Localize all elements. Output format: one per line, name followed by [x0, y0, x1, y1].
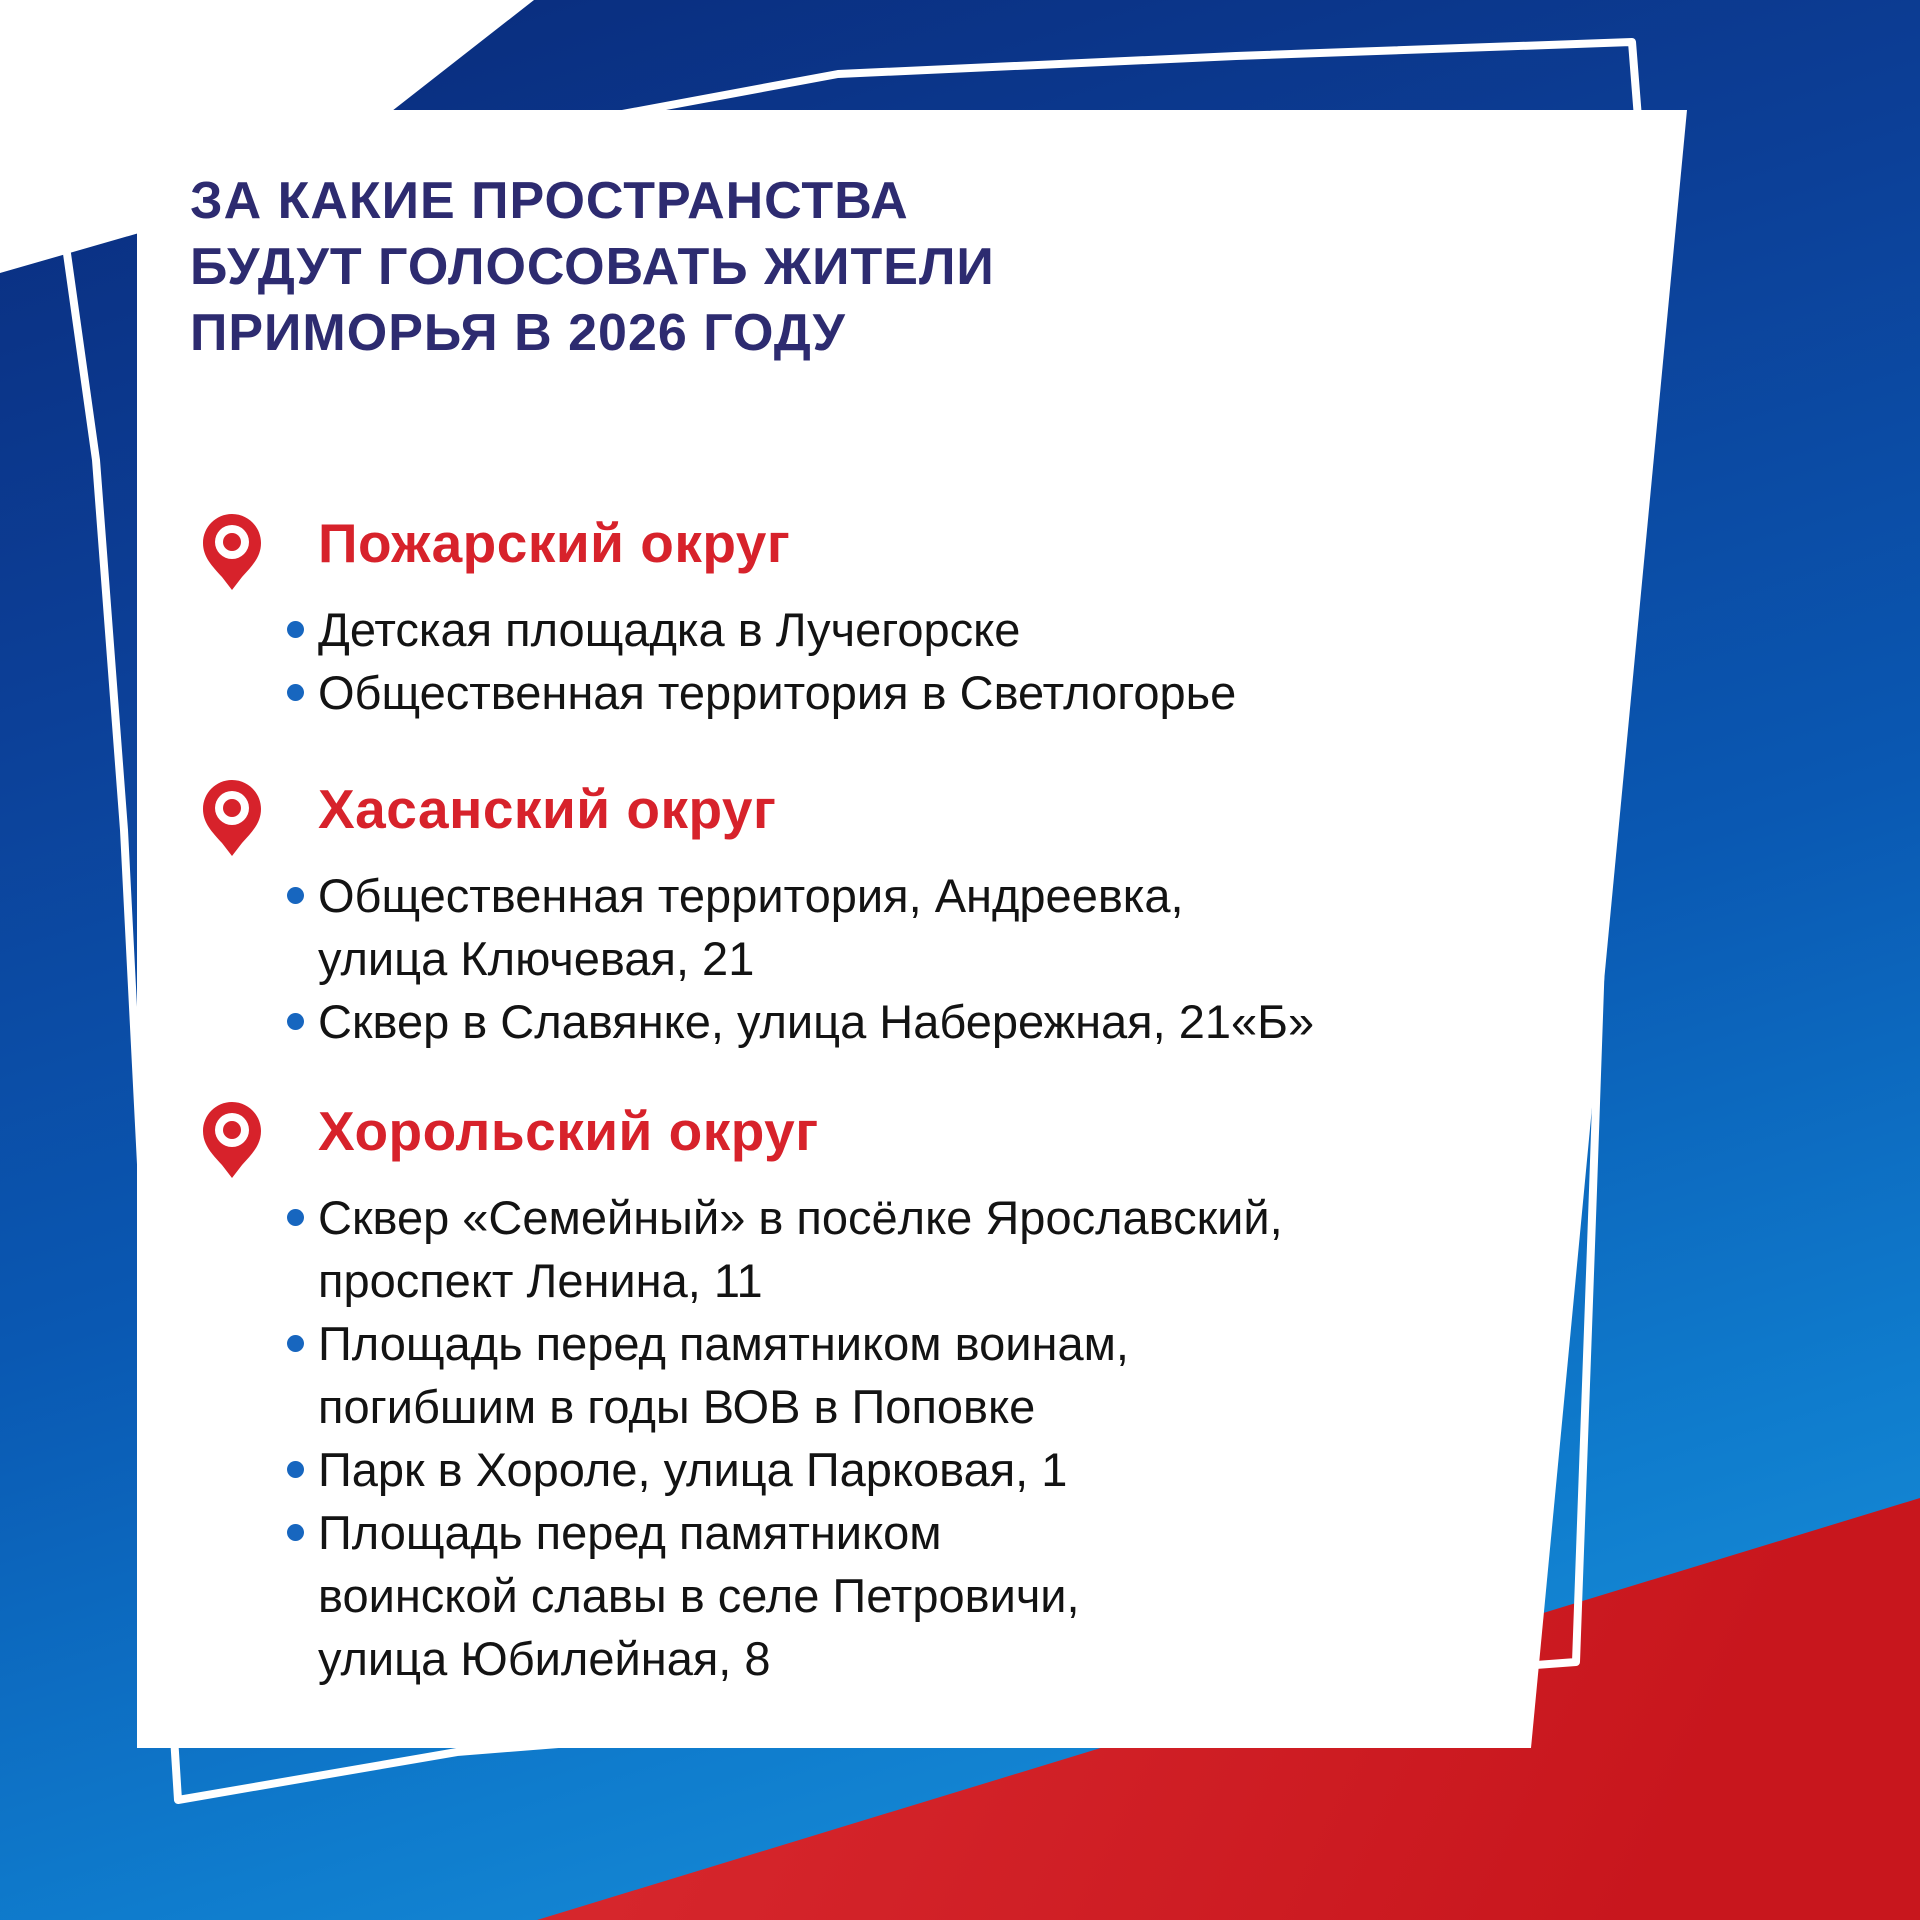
list-item	[318, 598, 1236, 661]
item-line: Площадь перед памятником воинам,	[318, 1317, 1129, 1370]
list-item	[318, 1186, 1283, 1312]
item-line: Детская площадка в Лучегорске	[318, 603, 1021, 656]
section-khasansky	[203, 778, 1314, 1053]
location-pin-icon	[203, 514, 261, 592]
item-line: улица Ключевая, 21	[318, 932, 755, 985]
list-item	[318, 864, 1314, 990]
item-line: проспект Ленина, 11	[318, 1254, 763, 1307]
location-pin-icon	[203, 780, 261, 858]
title-line: ЗА КАКИЕ ПРОСТРАНСТВА	[190, 172, 909, 230]
section-items	[318, 864, 1314, 1053]
section-items	[318, 598, 1236, 724]
list-item	[318, 1501, 1283, 1690]
pin-column	[203, 1100, 318, 1185]
item-line: воинской славы в селе Петровичи,	[318, 1569, 1080, 1622]
pin-column	[203, 778, 318, 863]
item-line: улица Юбилейная, 8	[318, 1632, 771, 1685]
item-line: Общественная территория в Светлогорье	[318, 666, 1237, 719]
section-pozharsky	[203, 512, 1236, 724]
section-items	[318, 1186, 1283, 1690]
section-heading: Хасанский округ	[318, 778, 777, 840]
section-khorolsky	[203, 1100, 1283, 1690]
list-item	[318, 1438, 1283, 1501]
item-line: Площадь перед памятником	[318, 1506, 942, 1559]
bullet-dot-icon	[287, 1209, 304, 1226]
bullet-dot-icon	[287, 1013, 304, 1030]
list-item	[318, 661, 1236, 724]
title-line: БУДУТ ГОЛОСОВАТЬ ЖИТЕЛИ	[190, 238, 995, 296]
bullet-dot-icon	[287, 1335, 304, 1352]
item-line: Парк в Хороле, улица Парковая, 1	[318, 1443, 1068, 1496]
section-heading: Пожарский округ	[318, 512, 791, 574]
item-line: погибшим в годы ВОВ в Поповке	[318, 1380, 1036, 1433]
bullet-dot-icon	[287, 1524, 304, 1541]
page-title	[190, 168, 1480, 366]
location-pin-icon	[203, 1102, 261, 1180]
title-line: ПРИМОРЬЯ В 2026 ГОДУ	[190, 304, 846, 362]
bullet-dot-icon	[287, 684, 304, 701]
list-item	[318, 1312, 1283, 1438]
pin-column	[203, 512, 318, 597]
bullet-dot-icon	[287, 887, 304, 904]
section-heading: Хорольский округ	[318, 1100, 819, 1162]
list-item	[318, 990, 1314, 1053]
card-content	[190, 168, 1480, 1685]
bullet-dot-icon	[287, 1461, 304, 1478]
bullet-dot-icon	[287, 621, 304, 638]
item-line: Общественная территория, Андреевка,	[318, 869, 1184, 922]
item-line: Сквер «Семейный» в посёлке Ярославский,	[318, 1191, 1283, 1244]
item-line: Сквер в Славянке, улица Набережная, 21«Б»	[318, 995, 1315, 1048]
